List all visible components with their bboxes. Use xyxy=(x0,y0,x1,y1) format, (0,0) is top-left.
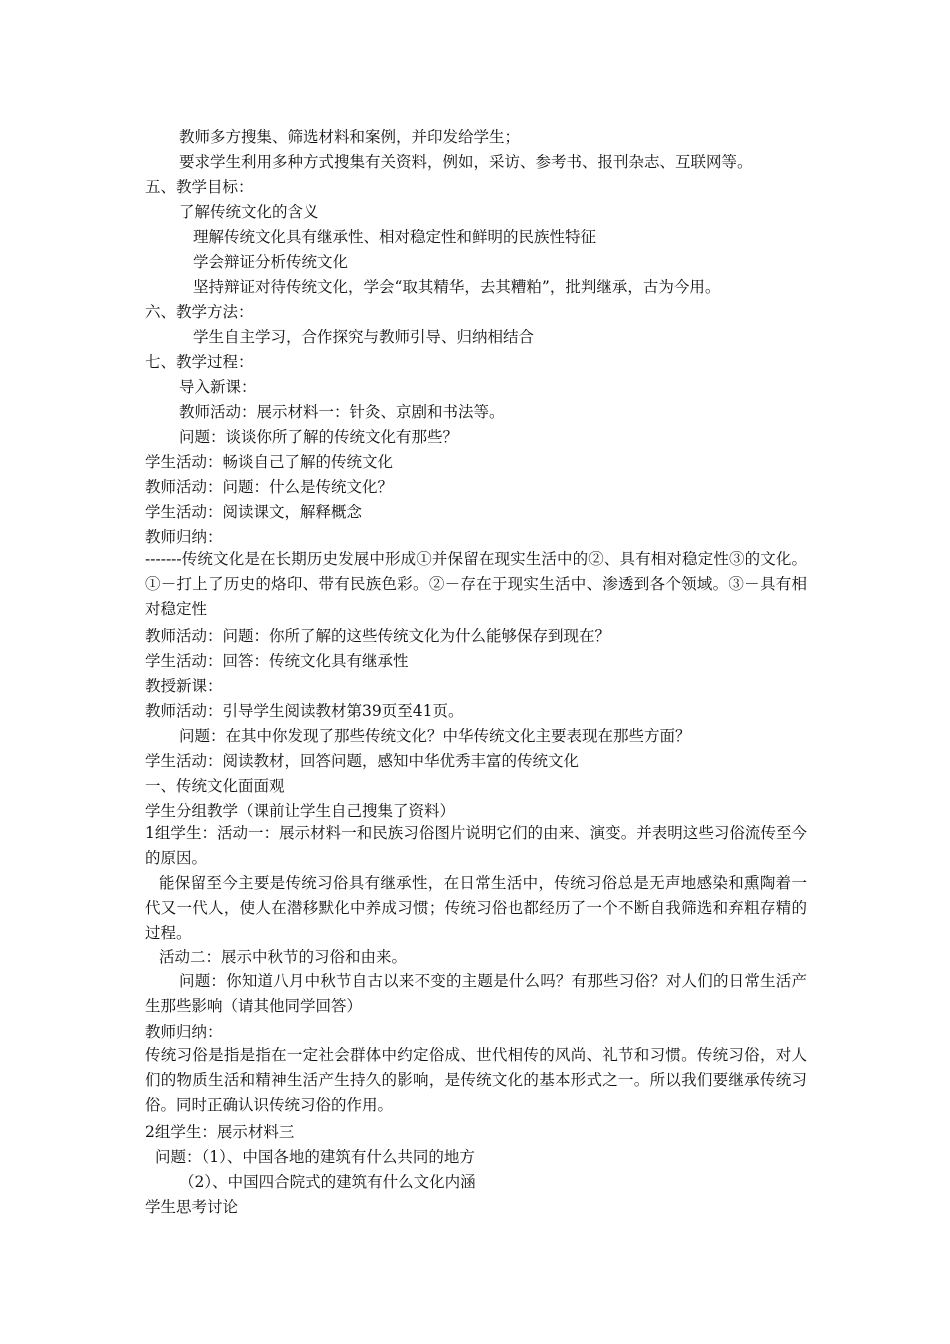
text-line: （2）、中国四合院式的建筑有什么文化内涵 xyxy=(179,1173,476,1191)
text-line: 学生活动：阅读教材，回答问题，感知中华优秀丰富的传统文化 xyxy=(145,752,580,770)
paragraph: -------传统文化是在长期历史发展中形成①并保留在现实生活中的②、具有相对稳定性③的文化。①－打上了历史的烙印、带有民族色彩。②－存在于现实生活中、渗透到各个领域。③－具有相对稳定性 xyxy=(145,550,807,618)
text-line: 问题：（1）、中国各地的建筑有什么共同的地方 xyxy=(155,1148,475,1166)
text-line: 教师多方搜集、筛选材料和案例，并印发给学生； xyxy=(179,128,521,146)
paragraph: 问题：你知道八月中秋节自古以来不变的主题是什么吗？有那些习俗？对人们的日常生活产生那些影响（请其他同学回答） xyxy=(145,972,807,1015)
text-line: 教师活动：问题：你所了解的这些传统文化为什么能够保存到现在？ xyxy=(145,627,611,645)
text-line: 活动二：展示中秋节的习俗和由来。 xyxy=(159,948,408,966)
text-line: 问题：谈谈你所了解的传统文化有那些？ xyxy=(179,428,459,446)
text-line: 学会辩证分析传统文化 xyxy=(193,253,349,271)
text-line: 要求学生利用多种方式搜集有关资料，例如，采访、参考书、报刊杂志、互联网等。 xyxy=(179,153,753,171)
paragraph: 1组学生：活动一：展示材料一和民族习俗图片说明它们的由来、演变。并表明这些习俗流传至今的原因。 xyxy=(145,824,807,867)
text-line: 了解传统文化的含义 xyxy=(179,203,319,221)
section-heading: 七、教学过程： xyxy=(145,353,254,371)
paragraph: 能保留至今主要是传统习俗具有继承性，在日常生活中，传统习俗总是无声地感染和熏陶着一代又一代人，使人在潜移默化中养成习惯；传统习俗也都经历了一个不断自我筛选和弃粗存精的过程。 xyxy=(145,874,807,942)
text-line: 教师归纳： xyxy=(145,1023,223,1041)
text-line: 学生自主学习，合作探究与教师引导、归纳相结合 xyxy=(193,328,535,346)
text-line: 导入新课： xyxy=(179,378,257,396)
text-line: 教师活动：问题：什么是传统文化？ xyxy=(145,478,394,496)
text-line: 教师活动：引导学生阅读教材第39页至41页。 xyxy=(145,702,464,720)
text-line: 教授新课： xyxy=(145,677,223,695)
text-line: 2组学生：展示材料三 xyxy=(145,1123,295,1141)
text-line: 教师归纳： xyxy=(145,528,223,546)
text-line: 学生活动：阅读课文，解释概念 xyxy=(145,503,363,521)
text-line: 学生分组教学（课前让学生自己搜集了资料） xyxy=(145,802,456,820)
text-line: 坚持辩证对待传统文化，学会“取其精华，去其糟粕”，批判继承，古为今用。 xyxy=(193,278,721,296)
section-heading: 五、教学目标： xyxy=(145,178,254,196)
text-line: 学生活动：回答：传统文化具有继承性 xyxy=(145,652,409,670)
text-line: 教师活动：展示材料一：针灸、京剧和书法等。 xyxy=(179,403,505,421)
section-heading: 六、教学方法： xyxy=(145,303,254,321)
paragraph: 传统习俗是指是指在一定社会群体中约定俗成、世代相传的风尚、礼节和习惯。传统习俗，对人们的物质生活和精神生活产生持久的影响，是传统文化的基本形式之一。所以我们要继承传统习俗。同时正确认识传统习俗的作用。 xyxy=(145,1046,807,1114)
text-line: 理解传统文化具有继承性、相对稳定性和鲜明的民族性特征 xyxy=(193,228,597,246)
text-line: 学生活动：畅谈自己了解的传统文化 xyxy=(145,453,394,471)
text-line: 学生思考讨论 xyxy=(145,1198,239,1216)
section-heading: 一、传统文化面面观 xyxy=(145,777,285,795)
text-line: 问题：在其中你发现了那些传统文化？中华传统文化主要表现在那些方面？ xyxy=(179,727,691,745)
